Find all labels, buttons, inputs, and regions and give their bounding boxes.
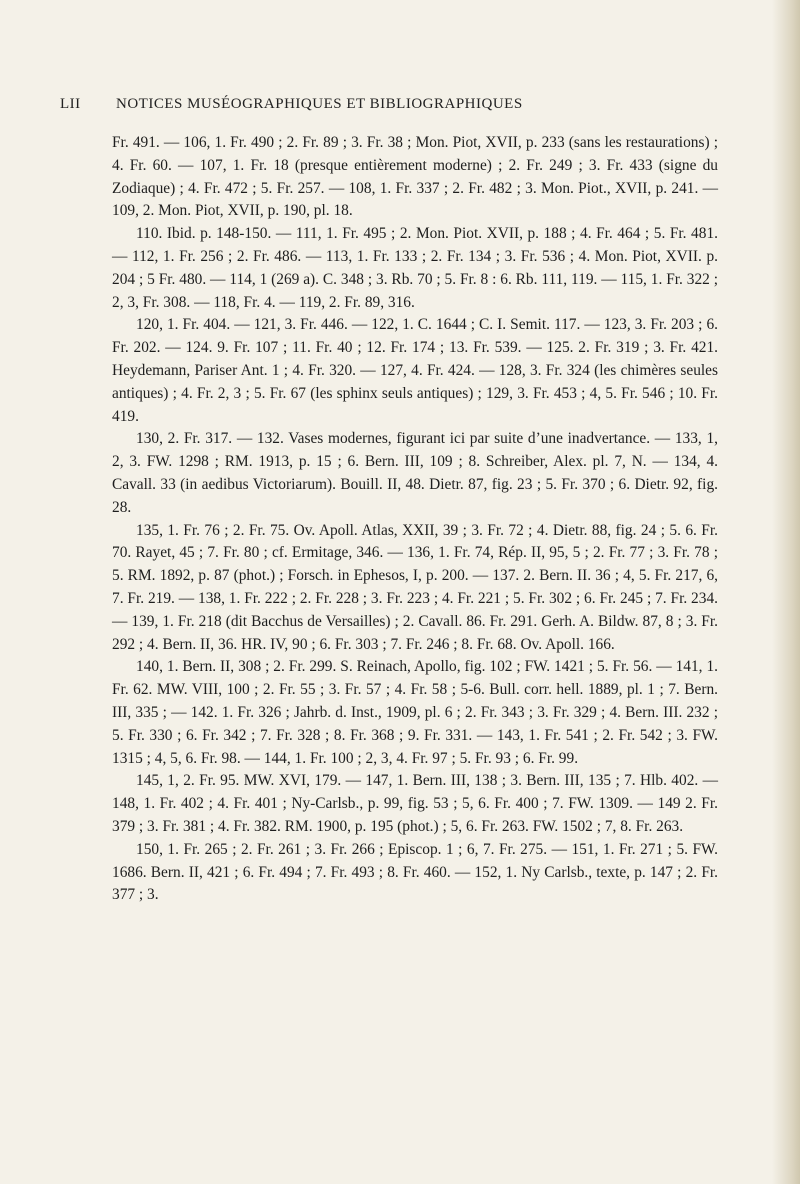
- running-title: NOTICES MUSÉOGRAPHIQUES ET BIBLIOGRAPHIQUES: [116, 96, 523, 112]
- page-edge-shadow: [772, 0, 800, 1184]
- paragraph-6: 140, 1. Bern. II, 308 ; 2. Fr. 299. S. Reinach, Apollo, fig. 102 ; FW. 1421 ; 5. Fr. 56. — 141, 1. Fr. 62. MW. VIII, 100 ; 2. Fr. 55 ; 3. Fr. 57 ; 4. Fr. 58 ; 5-6. Bull. corr. hell. 1889, pl. 1 ; 7. Bern. III, 335 ; — 142. 1. Fr. 326 ; Jahrb. d. Inst., 1909, pl. 6 ; 2. Fr. 343 ; 3. Fr. 329 ; 4. Bern. III. 232 ; 5. Fr. 330 ; 6. Fr. 342 ; 7. Fr. 328 ; 8. Fr. 368 ; 9. Fr. 331. — 143, 1. Fr. 541 ; 2. Fr. 542 ; 3. FW. 1315 ; 4, 5, 6. Fr. 98. — 144, 1. Fr. 100 ; 2, 3, 4. Fr. 97 ; 5. Fr. 93 ; 6. Fr. 99.: [112, 658, 718, 767]
- page-number: LII: [60, 96, 81, 112]
- paragraph-7: 145, 1, 2. Fr. 95. MW. XVI, 179. — 147, 1. Bern. III, 138 ; 3. Bern. III, 135 ; 7. Hlb. 402. — 148, 1. Fr. 402 ; 4. Fr. 401 ; Ny-Carlsb., p. 99, fig. 53 ; 5, 6. Fr. 400 ; 7. FW. 1309. — 149 2. Fr. 379 ; 3. Fr. 381 ; 4. Fr. 382. RM. 1900, p. 195 (phot.) ; 5, 6. Fr. 263. FW. 1502 ; 7, 8. Fr. 263.: [112, 772, 718, 835]
- running-header: [60, 96, 620, 113]
- paragraph-1: Fr. 491. — 106, 1. Fr. 490 ; 2. Fr. 89 ; 3. Fr. 38 ; Mon. Piot, XVII, p. 233 (sans les restaurations) ; 4. Fr. 60. — 107, 1. Fr. 18 (presque entièrement moderne) ; 2. Fr. 249 ; 3. Fr. 433 (signe du Zodiaque) ; 4. Fr. 472 ; 5. Fr. 257. — 108, 1. Fr. 337 ; 2. Fr. 482 ; 3. Mon. Piot., XVII, p. 241. — 109, 2. Mon. Piot, XVII, p. 190, pl. 18.: [112, 134, 718, 220]
- paragraph-3: 120, 1. Fr. 404. — 121, 3. Fr. 446. — 122, 1. C. 1644 ; C. I. Semit. 117. — 123, 3. Fr. 203 ; 6. Fr. 202. — 124. 9. Fr. 107 ; 11. Fr. 40 ; 12. Fr. 174 ; 13. Fr. 539. — 125. 2. Fr. 319 ; 3. Fr. 421. Heydemann, Pariser Ant. 1 ; 4. Fr. 320. — 127, 4. Fr. 424. — 128, 3. Fr. 324 (les chimères seules antiques) ; 4. Fr. 2, 3 ; 5. Fr. 67 (les sphinx seuls antiques) ; 129, 3. Fr. 453 ; 4, 5. Fr. 546 ; 10. Fr. 419.: [112, 316, 718, 425]
- paragraph-5: 135, 1. Fr. 76 ; 2. Fr. 75. Ov. Apoll. Atlas, XXII, 39 ; 3. Fr. 72 ; 4. Dietr. 88, fig. 24 ; 5. 6. Fr. 70. Rayet, 45 ; 7. Fr. 80 ; cf. Ermitage, 346. — 136, 1. Fr. 74, Rép. II, 95, 5 ; 2. Fr. 77 ; 3. Fr. 78 ; 5. RM. 1892, p. 87 (phot.) ; Forsch. in Ephesos, I, p. 200. — 137. 2. Bern. II. 36 ; 4, 5. Fr. 217, 6, 7. Fr. 219. — 138, 1. Fr. 222 ; 2. Fr. 228 ; 3. Fr. 223 ; 4. Fr. 221 ; 5. Fr. 302 ; 6. Fr. 245 ; 7. Fr. 234. — 139, 1. Fr. 218 (dit Bacchus de Versailles) ; 2. Cavall. 86. Fr. 291. Gerh. A. Bildw. 87, 8 ; 3. Fr. 292 ; 4. Bern. II, 36. HR. IV, 90 ; 6. Fr. 303 ; 7. Fr. 246 ; 8. Fr. 68. Ov. Apoll. 166.: [112, 521, 718, 653]
- paragraph-8: 150, 1. Fr. 265 ; 2. Fr. 261 ; 3. Fr. 266 ; Episcop. 1 ; 6, 7. Fr. 275. — 151, 1. Fr. 271 ; 5. FW. 1686. Bern. II, 421 ; 6. Fr. 494 ; 7. Fr. 493 ; 8. Fr. 460. — 152, 1. Ny Carlsb., texte, p. 147 ; 2. Fr. 377 ; 3.: [112, 840, 718, 904]
- paragraph-2: 110. Ibid. p. 148-150. — 111, 1. Fr. 495 ; 2. Mon. Piot. XVII, p. 188 ; 4. Fr. 464 ; 5. Fr. 481. — 112, 1. Fr. 256 ; 2. Fr. 486. — 113, 1. Fr. 133 ; 2. Fr. 134 ; 3. Fr. 536 ; 4. Mon. Piot, XVII. p. 204 ; 5 Fr. 480. — 114, 1 (269 a). C. 348 ; 3. Rb. 70 ; 5. Fr. 8 : 6. Rb. 111, 119. — 115, 1. Fr. 322 ; 2, 3, Fr. 308. — 118, Fr. 4. — 119, 2. Fr. 89, 316.: [112, 225, 718, 311]
- body-text: [112, 132, 718, 907]
- paragraph-4: 130, 2. Fr. 317. — 132. Vases modernes, figurant ici par suite d’une inadvertance. — 133, 1, 2, 3. FW. 1298 ; RM. 1913, p. 15 ; 6. Bern. III, 109 ; 8. Schreiber, Alex. pl. 7, N. — 134, 4. Cavall. 33 (in aedibus Victoriarum). Bouill. II, 48. Dietr. 87, fig. 23 ; 5. Fr. 370 ; 6. Dietr. 92, fig. 28.: [112, 430, 718, 516]
